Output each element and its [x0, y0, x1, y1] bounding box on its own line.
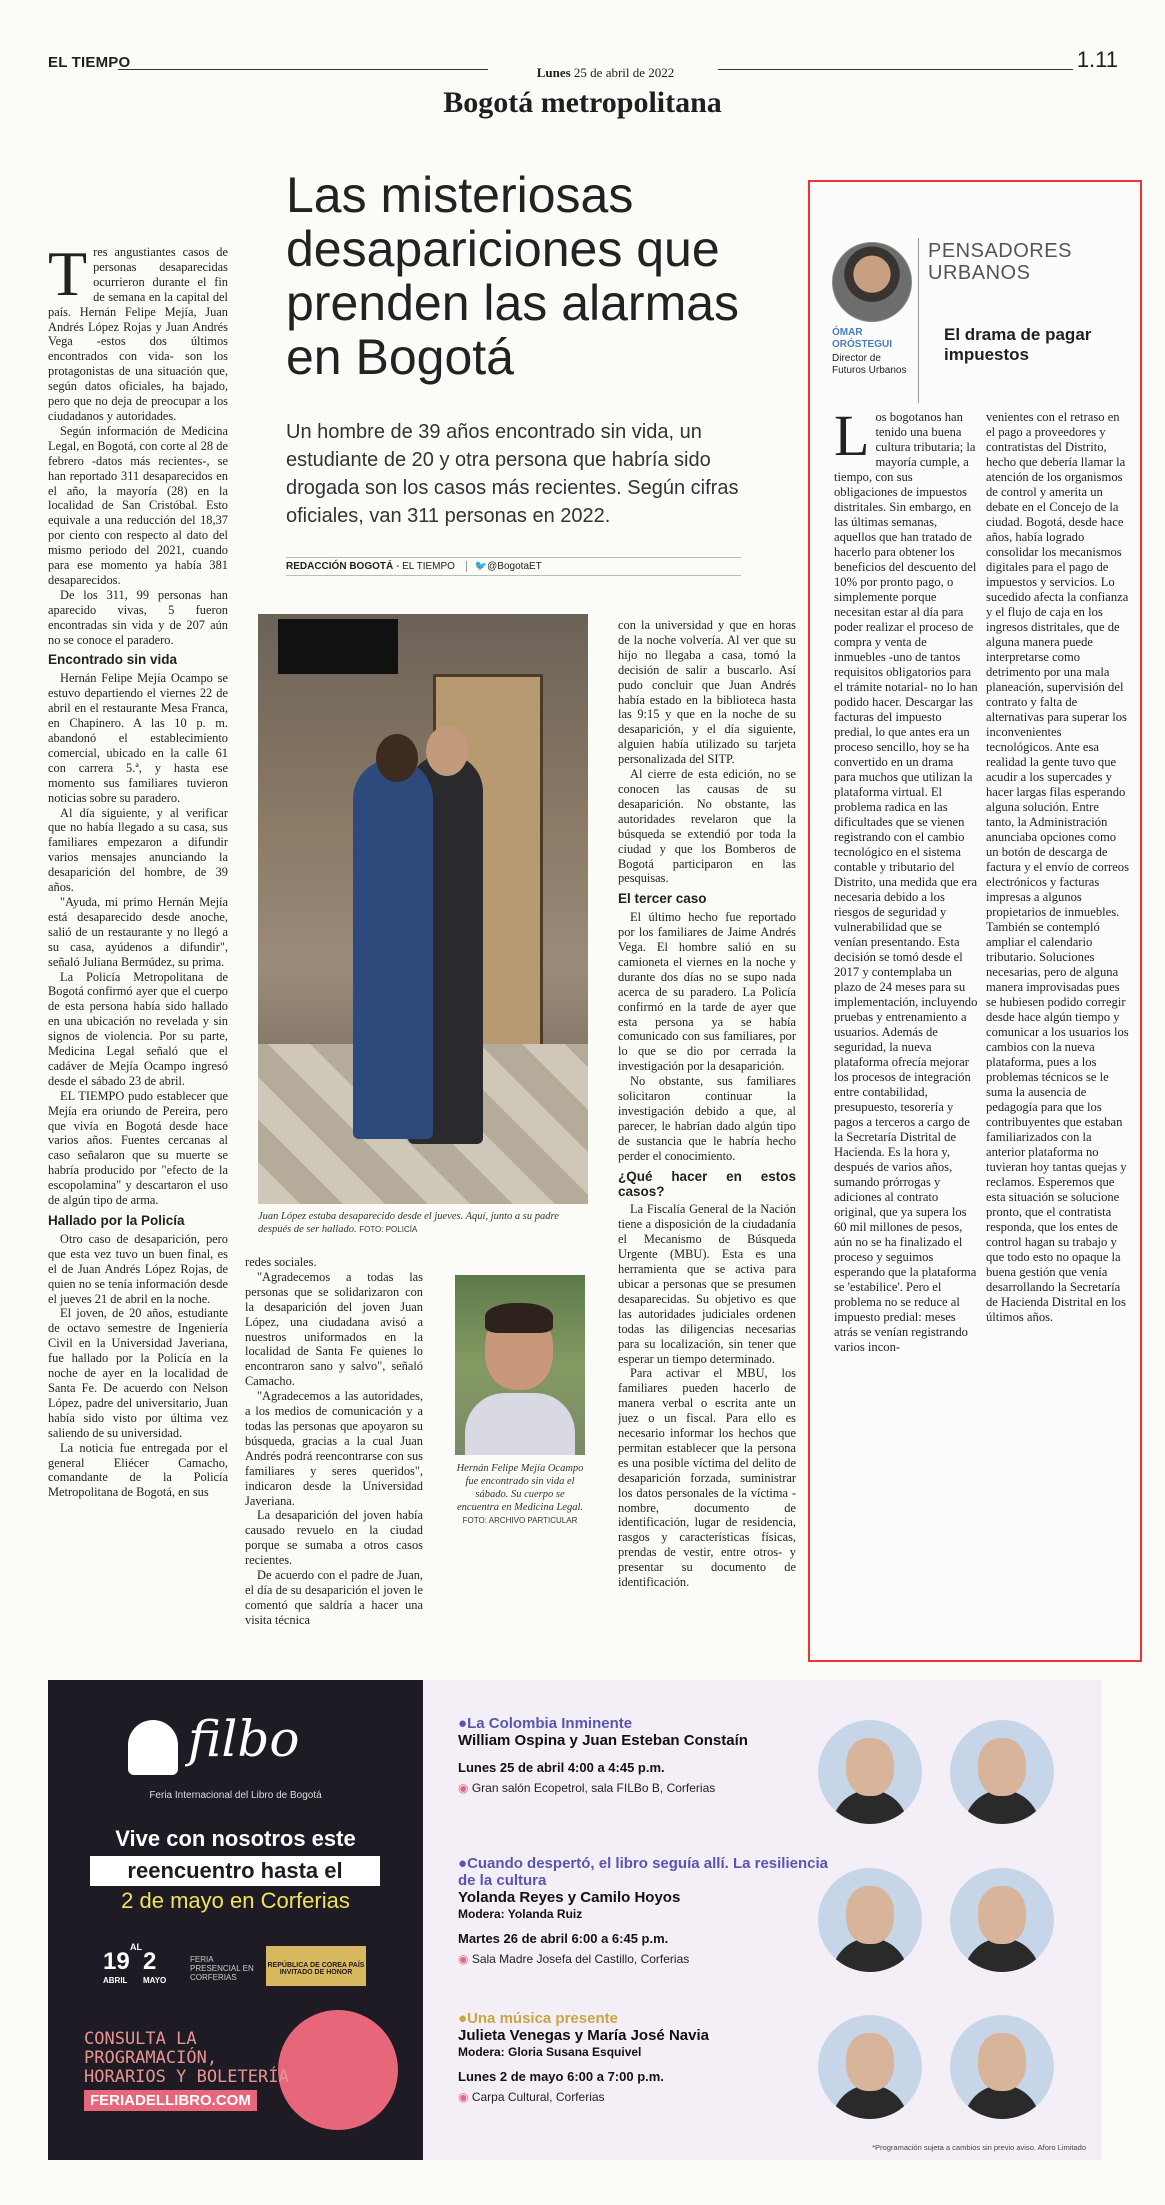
- filbo-logo-text: filbo: [188, 1710, 300, 1768]
- ad-brand-panel: [48, 1680, 423, 2160]
- article-deck: Un hombre de 39 años encontrado sin vida, un estudiante de 20 y otra persona que habría sido drogada son los casos más recientes. Según cifras oficiales, van 311 personas en 2022.: [286, 421, 739, 527]
- subhead-hallado: Hallado por la Policía: [48, 1213, 185, 1228]
- article-column-3: con la universidad y que en horas de la noche volvería. Al ver que su hijo no llegaba a casa, tomó la decisión de salir a buscarlo. Así pudo concluir que Juan Andrés había estado en la biblioteca hasta las 9:15 y que en la noche de su desaparición, y el día siguiente, alguien había utilizado su tarjeta personalizada del SITP. Al cierre de esta edición, no se conocen las causas de su desaparición. No obstante, las autoridades revelaron que la búsqueda se extendió por toda la ciudad y que los Bomberos de Bogotá participaron en las pesquisas. El tercer caso El último hecho fue reportado por los familiares de Jaime Andrés Vega. El hombre salió en su camioneta el viernes en la noche y durante dos días no se supo nada acerca de su paradero. La Policía confirmó en la tarde de ayer que esta persona ya se había comunicado con sus familiares, por lo que se dio por cerrada la investigación por la desaparición. No obstante, sus familiares solicitaron continuar la investigación debido a que, al parecer, le habrían dado algún tipo de sustancia que le habría hecho perder el conocimiento. ¿Qué hacer en estos casos? La Fiscalía General de la Nación tiene a disposición de la ciudadanía el Mecanismo de Búsqueda Urgente (MBU). Esta es una herramienta que se activa para ubicar a personas que se presumen desaparecidas. Su objetivo es que las autoridades judiciales ordenen todas las diligencias necesarias para su localización, sin tener que esperar un tiempo determinado. Para activar el MBU, los familiares pueden hacerlo de manera verbal o escrita ante un juez o un fiscal. Para ello es necesario informar los hechos que permitan establecer que la persona es una posible víctima del delito de desaparición forzada, suministrar los datos personales de la víctima -nombre, documento de identificación, lugar de residencia, rasgos y características físicas, prendas de vestir, entre otros- y presentar su documento de identificación.: [618, 618, 796, 1590]
- drop-cap: T: [48, 245, 88, 309]
- article-byline: REDACCIÓN BOGOTÁ - EL TIEMPO 🐦@BogotaET: [286, 557, 741, 576]
- subhead-encontrado: Encontrado sin vida: [48, 652, 178, 668]
- header-rule-left: [118, 69, 488, 70]
- guest-country-badge: REPÚBLICA DE COREA PAÍS INVITADO DE HONOR: [266, 1946, 366, 1986]
- subhead-que-hacer: ¿Qué hacer en estos casos?: [618, 1168, 796, 1199]
- masthead: [48, 47, 1118, 80]
- speaker-photo: [950, 1868, 1054, 1972]
- location-pin-icon: ◉ Sala Madre Josefa del Castillo, Corferias: [458, 1952, 828, 1966]
- location-pin-icon: ◉ Carpa Cultural, Corferias: [458, 2090, 828, 2104]
- ad-lead-3: 2 de mayo en Corferias: [121, 1888, 350, 1913]
- photo-hernan-mejia: [455, 1275, 585, 1455]
- ad-disclaimer: *Programación sujeta a cambios sin previo aviso. Aforo Limitado: [872, 2143, 1086, 2152]
- subhead-tercer-caso: El tercer caso: [618, 891, 707, 907]
- opinion-text-column-1: Los bogotanos han tenido una buena cultura tributaria; la mayoría cumple, a tiempo, con sus obligaciones de impuestos distritales. Sin embargo, en las últimas semanas, aquellos que han tratado de hacerlo para obtener los beneficios del descuento del 10% por pronto pago, o simplemente porque necesitan estar al día para poder realizar el proceso de compra y venta de inmuebles -uno de tantos requisitos obligatorios para el trámite notarial- no lo han podido hacer. Descargar las facturas del impuesto predial, lo que antes era un proceso sencillo, hoy se ha convertido en un drama para muchos que utilizan la plataforma virtual. El problema radica en las dificultades que se vienen registrando con el cambio tecnológico en el sistema contable y tributario del Distrito, una medida que era necesaria debido a los riesgos de seguridad y vulnerabilidad que se venían presentando. Esta decisión se tomó desde el 2017 y contemplaba un plazo de 24 meses para su implementación, incluyendo pruebas y entrenamiento a usuarios. Además de seguridad, la nueva plataforma ofrecía mejorar los procesos de integración entre contabilidad, presupuesto, tesorería y pagos a terceros a cargo de la Secretaría Distrital de Hacienda. Es la hora y, después de varios años, sumando prórrogas y adiciones al contrato original, que ya supera los 60 mil millones de pesos, aún no se ha finalizado el proceso y seguimos esperando que la plataforma se 'estabilice'. Pero el problema no se reduce al impuesto predial: meses atrás se venían registrando varios incon-: [834, 410, 978, 1354]
- filbo-advertisement: [48, 1680, 1102, 2160]
- filbo-logo-icon: [128, 1720, 178, 1775]
- event-1: ● La Colombia Inminente William Ospina y Juan Esteban Constaín Lunes 25 de abril 4:00 a 4:45 p.m. ◉ Gran salón Ecopetrol, sala FILBo B, Corferias: [458, 1715, 828, 1795]
- twitter-handle[interactable]: 🐦@BogotaET: [466, 561, 542, 572]
- article-column-1: Tres angustiantes casos de personas desaparecidas ocurrieron durante el fin de semana en la capital del país. Hernán Felipe Mejía, Juan Andrés López Rojas y Juan Andrés Vega -estos dos últimos encontrados con vida- son los protagonistas de una situación que, según datos oficiales, ha bajado, pero que no deja de preocupar a los ciudadanos y autoridades. Según información de Medicina Legal, en Bogotá, con corte al 28 de febrero -datos más recientes-, se han reportado 311 desaparecidos en el año, la mayoría (28) en la localidad de San Cristóbal. Esto equivale a una reducción del 18,37 por ciento con respecto al dato del mismo periodo del 2021, cuando para ese momento ya había 381 desaparecidos. De los 311, 99 personas han aparecido vivas, 5 fueron encontradas sin vida y de 207 aún no se conoce el paradero. Encontrado sin vida Hernán Felipe Mejía Ocampo se estuvo departiendo el viernes 22 de abril en el restaurante Mesa Franca, en Chapinero. A las 10 p. m. abandonó el establecimiento comercial, ubicado en la calle 61 con carrera 5.ª, y hasta ese momento sus familiares tuvieron noticias sobre su paradero. Al día siguiente, y al verificar que no había llegado a su casa, sus familiares empezaron a difundir varios mensajes anunciando la desaparición del hombre, de 39 años. "Ayuda, mi primo Hernán Mejía está desaparecido desde anoche, salió de un restaurante y no llegó a su casa, ayúdenos a difundir", señaló Juliana Bermúdez, su prima. La Policía Metropolitana de Bogotá confirmó ayer que el cuerpo de esta persona había sido hallado en una ubicación no revelada y sin signos de violencia. Por su parte, Medicina Legal señaló que el cadáver de Mejía Ocampo ingresó desde el sábado 23 de abril. EL TIEMPO pudo establecer que Mejía era oriundo de Pereira, pero que vivía en Bogotá desde hace varios años. Fuentes cercanas al caso señalaron que su muerte se habría producido por "efecto de la escopolamina" y descartaron el uso de algún tipo de arma. Hallado por la Policía Otro caso de desaparición, pero que esta vez tuvo un buen final, es el de Juan Andrés López Rojas, de quien no se tenía información desde el jueves 21 de abril en la noche. El joven, de 20 años, estudiante de octavo semestre de Ingeniería Civil en la Universidad Javeriana, fue hallado por la Policía en la noche de ayer en la localidad de Santa Fe. De acuerdo con Nelson López, padre del universitario, Juan había sido visto por última vez saliendo de su universidad. La noticia fue entregada por el general Eliécer Camacho, comandante de la Policía Metropolitana de Bogotá, en sus: [48, 245, 228, 1500]
- speaker-photo: [818, 2015, 922, 2119]
- article-column-2: redes sociales. "Agradecemos a todas las personas que se solidarizaron con la desaparición del joven Juan López, una ciudadana avisó a nuestros uniformados en la localidad de Santa Fe quienes lo encontraron sano y salvo", señaló Camacho. "Agradecemos a las autoridades, a los medios de comunicación y a todas las personas que apoyaron su búsqueda, gracias a la cual Juan Andrés podrá reencontrarse con sus familiares y seres queridos", indicaron desde la Universidad Javeriana. La desaparición del joven había causado revuelo en la ciudad porque se sumaba a otros casos recientes. De acuerdo con el padre de Juan, el día de su desaparición el joven le comentó que saldría a hacer una visita técnica: [245, 1255, 423, 1627]
- ad-dates: 19 ABRIL: [103, 1948, 130, 1985]
- author-avatar: [832, 242, 912, 322]
- ad-lead-1: Vive con nosotros este: [115, 1826, 356, 1851]
- opinion-column-box: [808, 180, 1142, 1662]
- ad-consulta: CONSULTA LA PROGRAMACIÓN, HORARIOS Y BOLETERÍA: [84, 2029, 289, 2087]
- photo2-caption: Hernán Felipe Mejía Ocampo fue encontrado sin vida el sábado. Su cuerpo se encuentra en Medicina Legal. FOTO: ARCHIVO PARTICULAR: [456, 1463, 584, 1525]
- opinion-kicker: PENSADORES URBANOS: [928, 240, 1072, 284]
- photo1-caption: Juan López estaba desaparecido desde el jueves. Aquí, junto a su padre después de ser hallado. FOTO: POLICÍA: [258, 1211, 559, 1235]
- speaker-photo: [818, 1868, 922, 1972]
- article-headline: Las misteriosas desapariciones que prenden las alarmas en Bogotá: [286, 167, 740, 385]
- speaker-photo: [818, 1720, 922, 1824]
- decorative-circle: [278, 2010, 398, 2130]
- event-2: ● Cuando despertó, el libro seguía allí. La resiliencia de la cultura Yolanda Reyes y Camilo Hoyos Modera: Yolanda Ruiz Martes 26 de abril 6:00 a 6:45 p.m. ◉ Sala Madre Josefa del Castillo, Corferias: [458, 1855, 828, 1966]
- newspaper-brand: EL TIEMPO: [48, 54, 131, 71]
- opinion-divider: [918, 238, 919, 403]
- event-3: ● Una música presente Julieta Venegas y María José Navia Modera: Gloria Susana Esquivel Lunes 2 de mayo 6:00 a 7:00 p.m. ◉ Carpa Cultural, Corferias: [458, 2010, 828, 2104]
- filbo-subtitle: Feria Internacional del Libro de Bogotá: [149, 1790, 322, 1801]
- ad-lead-2: reencuentro hasta el: [90, 1856, 380, 1886]
- photo-father-son-hug: [258, 614, 588, 1204]
- feria-url-link[interactable]: FERIADELLIBRO.COM: [84, 2090, 257, 2111]
- speaker-photo: [950, 1720, 1054, 1824]
- ad-dates-al: AL: [130, 1942, 142, 1952]
- twitter-bird-icon: 🐦: [474, 561, 488, 572]
- speaker-photo: [950, 2015, 1054, 2119]
- section-title: Bogotá metropolitana: [443, 86, 722, 119]
- header-rule-right: [718, 69, 1073, 70]
- location-pin-icon: ◉ Gran salón Ecopetrol, sala FILBo B, Corferias: [458, 1781, 828, 1795]
- opinion-text-column-2: venientes con el retraso en el pago a proveedores y contratistas del Distrito, hecho que debería llamar la atención de los organismos de control y amerita un debate en el Concejo de la ciudad. Bogotá, desde hace años, había logrado consolidar los mecanismos digitales para el pago de impuestos y servicios. Lo sucedido afecta la confianza y el flujo de caja en los ingresos distritales, que de alguna manera puede interpretarse como detrimento por una mala planeación, supervisión del contrato y falta de alternativas para superar los inconvenientes tecnológicos. Ante esa realidad la gente tuvo que acudir a los supercades y hacer largas filas esperando alguna solución. Entre tanto, la Administración anunciaba opciones como un botón de descarga de factura y el envío de correos electrónicos y facturas impresas a algunos propietarios de inmuebles. También se contempló ampliar el calendario tributario. Soluciones necesarias, pero de alguna manera improvisadas pues se hubiesen podido corregir desde hace algún tiempo y comunicar a los usuarios los cambios con la nueva plataforma, pues a los problemas técnicos se le suma la ausencia de pedagogía para que los contribuyentes que estaban familiarizados con la anterior plataforma no tuvieran hoy tantas quejas y reclamos. Esperemos que esta situación se solucione pronto, que el contratista responda, que los entes de control hagan su trabajo y que todo esto no opaque la buena gestión que venía desarrollando la Secretaría de Hacienda Distrital en los últimos años.: [986, 410, 1130, 1324]
- ad-dates-end: 2 MAYO: [143, 1948, 167, 1985]
- opinion-author: ÓMAR ORÓSTEGUI Director de Futuros Urbanos: [832, 327, 907, 376]
- opinion-drop-cap: L: [834, 410, 870, 468]
- page-number: 1.11: [1076, 47, 1118, 72]
- opinion-title: El drama de pagar impuestos: [944, 325, 1092, 364]
- header-date: Lunes 25 de abril de 2022: [536, 65, 675, 80]
- ad-presencial: FERIA PRESENCIAL EN CORFERIAS: [190, 1955, 254, 1982]
